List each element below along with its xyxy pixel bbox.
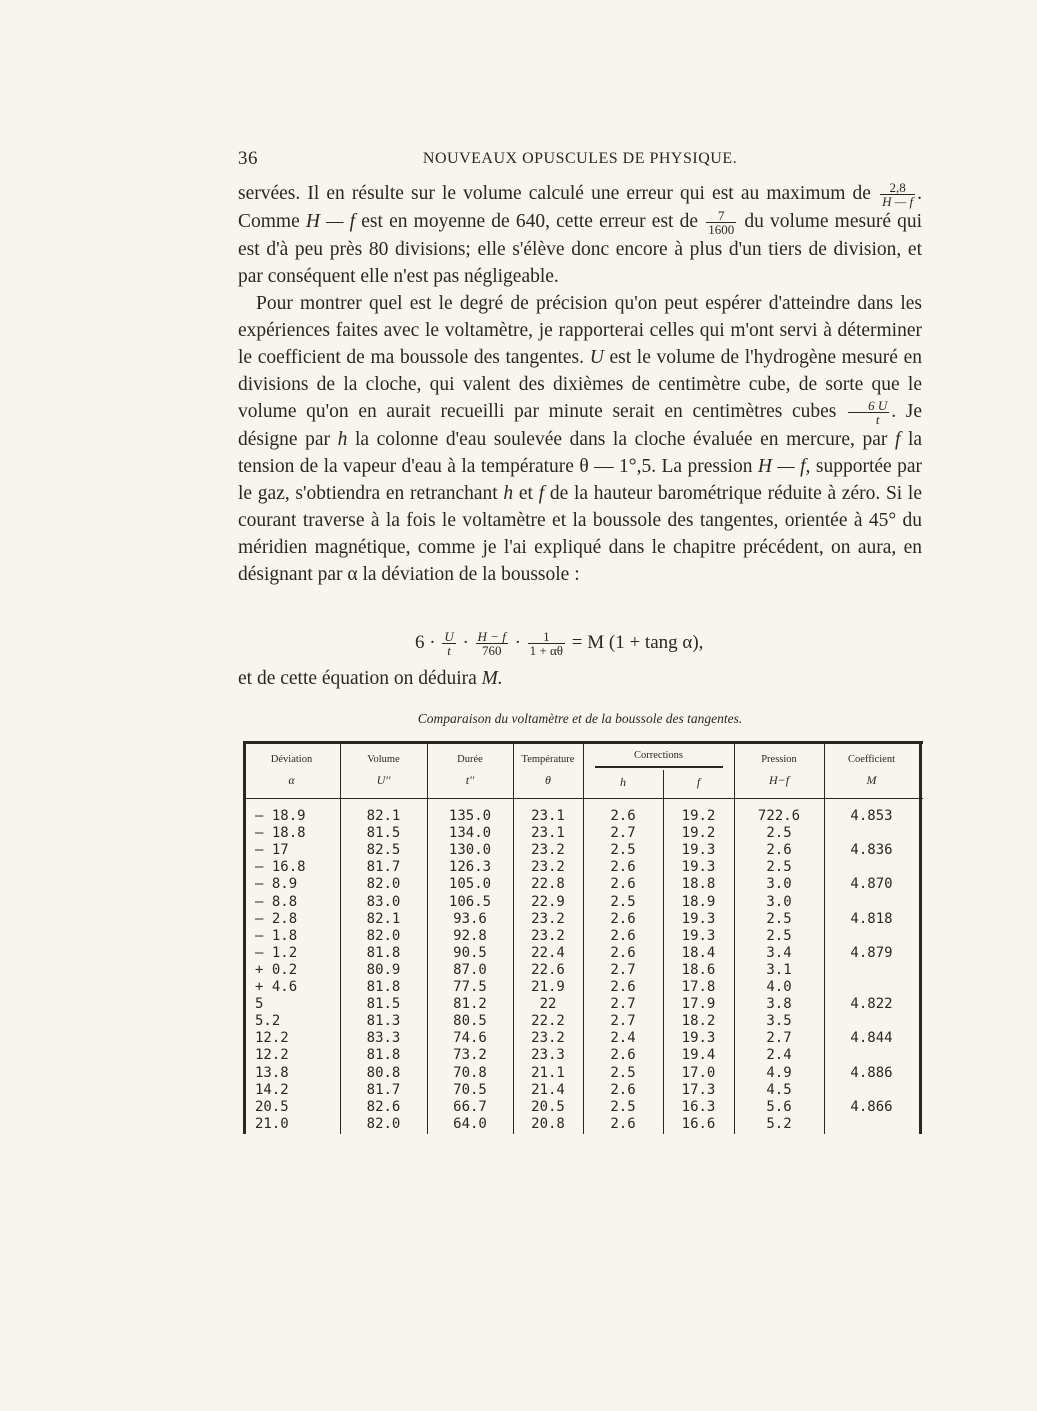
table-cell: 66.7 [453, 1098, 487, 1115]
table-cell: 19.3 [681, 842, 716, 859]
table-cell: 130.0 [448, 842, 492, 859]
table-cell: 4.879 [850, 944, 893, 961]
table-cell: 2.6 [610, 1047, 636, 1064]
table-cell: 82.0 [366, 876, 401, 893]
text-span: est le volume de l'hydrogène mesuré en divisions de la cloche, qui valent des dixièmes de centimètre cube, de sorte que le volume qu'on en aurait recueilli par minute serait en centimètres cubes [238, 347, 923, 423]
table-cell: 106.5 [448, 893, 492, 910]
table-cell: — 18.8 [255, 825, 306, 842]
table-caption: Comparaison du voltamètre et de la boussole des tangentes. [417, 711, 743, 726]
fraction [442, 630, 455, 657]
column-header: Durée [457, 754, 483, 765]
table-cell: 2.7 [610, 996, 636, 1013]
table-cell: 21.1 [531, 1064, 565, 1081]
table-cell: 4.870 [850, 876, 893, 893]
frac-den: 1600 [708, 222, 735, 238]
table-cell: 81.5 [366, 996, 401, 1013]
table-cell: 19.3 [681, 910, 716, 927]
table-cell: 18.9 [681, 893, 716, 910]
table-cell: 18.6 [681, 961, 716, 978]
table-cell: 92.8 [453, 927, 487, 944]
table-cell: 73.2 [453, 1047, 487, 1064]
table-cell: 3.5 [766, 1013, 792, 1030]
frac-den: t [875, 412, 880, 428]
table-cell: 3.4 [766, 944, 792, 961]
table-cell: 5.6 [766, 1098, 792, 1115]
table-cell: 64.0 [453, 1115, 487, 1132]
table-cell: 81.8 [366, 1047, 401, 1064]
table-cell: 3.0 [766, 893, 792, 910]
math-symbol: h [503, 483, 514, 505]
table-cell: 80.9 [366, 961, 401, 978]
text-span: supportée par le gaz, s'obtiendra en retranchant [238, 456, 922, 505]
table-cell: 90.5 [453, 944, 487, 961]
math-symbol: U [589, 347, 604, 369]
table-row [243, 979, 923, 996]
table-cell: 81.8 [366, 944, 401, 961]
column-symbol: f [696, 775, 701, 789]
table-cell: 23.1 [531, 825, 565, 842]
table-cell: 2.6 [610, 808, 636, 824]
table-cell: 3.0 [766, 876, 792, 893]
table-cell: 2.5 [610, 1064, 636, 1081]
eq-term: · [514, 632, 521, 653]
table-cell: 2.7 [610, 961, 636, 978]
table-cell: 2.4 [610, 1030, 636, 1047]
frac-num: U [444, 629, 454, 645]
table-row [243, 825, 923, 842]
table-cell: — 16.8 [255, 859, 306, 876]
frac-num: 6 U [848, 399, 889, 413]
table-cell: — 8.8 [255, 893, 298, 910]
table-cell: 70.5 [453, 1081, 487, 1098]
table-cell: 19.2 [681, 825, 716, 842]
table-cell: 81.7 [366, 1081, 401, 1098]
frac-num: 1 [528, 630, 565, 644]
fraction [706, 209, 736, 236]
table-row [243, 1082, 923, 1099]
column-symbol: θ [545, 773, 551, 787]
text-span: est en moyenne de 640, cette erreur est de [361, 211, 699, 233]
table-cell: 14.2 [255, 1081, 289, 1098]
table-cell: 13.8 [255, 1064, 289, 1081]
table-cell: 70.8 [453, 1064, 487, 1081]
table-cell: 74.6 [453, 1030, 487, 1047]
table-cell: 2.6 [610, 859, 636, 876]
table-cell: 135.0 [448, 808, 492, 824]
eq-term: · [462, 632, 469, 653]
table-cell: 22.4 [531, 944, 565, 961]
table-row [243, 945, 923, 962]
table-cell: 105.0 [448, 876, 492, 893]
table-cell: 23.2 [531, 1030, 565, 1047]
text-span: et de cette équation on déduira [238, 668, 477, 689]
table-row [243, 1116, 923, 1133]
table-cell: 80.8 [366, 1064, 401, 1081]
table-row [243, 1030, 923, 1047]
table-cell: 82.0 [366, 927, 401, 944]
table-cell: 4.9 [766, 1064, 792, 1081]
table-row [243, 1099, 923, 1116]
table-row [243, 808, 923, 825]
table-cell: 93.6 [453, 910, 487, 927]
fraction [880, 181, 915, 208]
frac-den: t [447, 643, 451, 659]
table-row [243, 894, 923, 911]
table-cell: 23.2 [531, 842, 565, 859]
table-cell: 22.2 [531, 1013, 565, 1030]
page-number: 36 [238, 148, 258, 169]
frac-den: 760 [481, 643, 502, 659]
column-symbol: h [620, 775, 626, 789]
body-text [238, 180, 922, 588]
table-cell: — 2.8 [255, 910, 298, 927]
column-symbol: U'' [376, 773, 391, 787]
table-cell: 80.5 [453, 1013, 487, 1030]
table-cell: 2.5 [766, 825, 792, 842]
table-cell: 22 [539, 996, 557, 1013]
table-cell: 18.4 [681, 944, 716, 961]
eq-term: 6 · [415, 632, 436, 653]
table-cell: 2.6 [610, 944, 636, 961]
table-cell: 81.8 [366, 979, 401, 995]
table-cell: 2.6 [610, 1115, 636, 1132]
table-cell: 126.3 [448, 859, 492, 876]
table-cell: 4.853 [850, 808, 893, 824]
table-cell: 2.5 [766, 859, 792, 876]
table-row [243, 911, 923, 928]
table-cell: 23.2 [531, 927, 565, 944]
table-cell: 4.836 [850, 842, 893, 859]
table-cell: 16.3 [681, 1098, 716, 1115]
table-cell: 19.2 [681, 808, 716, 824]
table-cell: 2.7 [610, 825, 636, 842]
text-span: du volume mesuré qui est d'à peu près 80 divisions; elle s'élève donc encore à plus d'un tiers de division, et par conséquent elle n'est pas négligeable. [238, 211, 923, 288]
table-cell: 82.0 [366, 1115, 401, 1132]
header-rule [243, 798, 923, 799]
table-cell: 4.866 [850, 1098, 893, 1115]
table-cell: 2.5 [610, 1098, 636, 1115]
table-cell: 82.5 [366, 842, 401, 859]
text-span: de la hauteur barométrique réduite à zéro. Si le courant traverse à la fois le voltamètre et la boussole des tangentes, orientée à 45° du méridien magnétique, comme je l'ai expliqué dans le chapitre précédent, on aura, en désignant par α la déviation de la boussole : [238, 483, 923, 586]
table-row [243, 1065, 923, 1082]
table-cell: 2.7 [610, 1013, 636, 1030]
math-symbol: f [894, 429, 901, 451]
after-formula-text [238, 668, 503, 690]
table-cell: 5.2 [255, 1013, 281, 1030]
table-cell: 3.8 [766, 996, 792, 1013]
table-cell: — 17 [255, 842, 289, 859]
table-cell: 2.6 [610, 876, 636, 893]
text-span: . Je désigne par [238, 401, 923, 451]
table-cell: — 8.9 [255, 876, 298, 893]
table-cell: 82.1 [366, 910, 401, 927]
table-cell: 87.0 [453, 961, 487, 978]
column-symbol: H−f [768, 773, 790, 787]
table-cell: 2.6 [610, 979, 636, 995]
fraction [848, 399, 889, 426]
table-row [243, 928, 923, 945]
table-row [243, 859, 923, 876]
column-header: Température [521, 754, 575, 765]
table-cell: 81.5 [366, 825, 401, 842]
table-cell: 2.6 [610, 927, 636, 944]
table-cell: 19.4 [681, 1047, 716, 1064]
eq-term: = M (1 + tang α), [571, 632, 704, 653]
table-row [243, 876, 923, 893]
table-cell: 23.2 [531, 910, 565, 927]
table-cell: 20.5 [531, 1098, 565, 1115]
column-header: Pression [761, 754, 797, 765]
table-cell: + 4.6 [255, 979, 298, 995]
table-cell: 2.7 [766, 1030, 792, 1047]
table-cell: 81.3 [366, 1013, 401, 1030]
column-symbol: M [866, 773, 877, 787]
table-cell: — 18.9 [255, 808, 306, 824]
table-cell: 22.8 [531, 876, 565, 893]
table-cell: 82.6 [366, 1098, 401, 1115]
table-cell: 12.2 [255, 1030, 289, 1047]
table-cell: 2.4 [766, 1047, 792, 1064]
table-row [243, 1047, 923, 1064]
table-cell: 20.5 [255, 1098, 289, 1115]
table-cell: 4.822 [850, 996, 893, 1013]
table-cell: 4.0 [766, 979, 792, 995]
equation [415, 625, 835, 661]
table-cell: 4.5 [766, 1081, 792, 1098]
table-cell: 23.3 [531, 1047, 565, 1064]
table-cell: 18.8 [681, 876, 716, 893]
text-span: et [518, 483, 533, 505]
table-cell: 83.3 [366, 1030, 401, 1047]
column-header: Corrections [634, 750, 683, 761]
table-cell: 22.6 [531, 961, 565, 978]
table-cell: 17.8 [681, 979, 716, 995]
frac-num: H − f [477, 629, 506, 645]
table-cell: 81.7 [366, 859, 401, 876]
column-header: Déviation [270, 754, 313, 765]
table-cell: 12.2 [255, 1047, 289, 1064]
math-symbol: H — f [305, 211, 356, 233]
table-cell: 19.3 [681, 927, 716, 944]
table-cell: 23.2 [531, 859, 565, 876]
table-cell: 2.5 [766, 910, 792, 927]
table-cell: 77.5 [453, 979, 487, 995]
table-cell: 21.4 [531, 1081, 565, 1098]
fraction [528, 630, 565, 657]
table-cell: 2.6 [766, 842, 792, 859]
table-cell: 2.6 [610, 910, 636, 927]
fraction [476, 630, 508, 657]
table-row [243, 962, 923, 979]
frac-num: 2,8 [880, 181, 915, 195]
math-symbol: f [538, 483, 545, 505]
table-cell: 22.9 [531, 893, 565, 910]
table-cell: 4.844 [850, 1030, 893, 1047]
table-cell: — 1.8 [255, 927, 298, 944]
table-cell: 2.6 [610, 1081, 636, 1098]
table-cell: — 1.2 [255, 944, 298, 961]
page-header [238, 148, 922, 170]
table-cell: 3.1 [766, 961, 792, 978]
paragraph-2 [238, 290, 922, 588]
table-cell: 21.9 [531, 979, 565, 995]
table-cell: 2.5 [610, 893, 636, 910]
table-cell: 2.5 [766, 927, 792, 944]
table-row [243, 1013, 923, 1030]
column-symbol: α [288, 773, 295, 787]
table-row [243, 842, 923, 859]
math-symbol: h [337, 429, 348, 451]
frac-num: 7 [706, 209, 736, 223]
table-cell: 722.6 [757, 808, 801, 824]
table-cell: 17.9 [681, 996, 716, 1013]
column-header: Coefficient [847, 754, 896, 765]
data-table [243, 741, 923, 1134]
table-cell: 21.0 [255, 1115, 289, 1132]
text-span: Comme [238, 211, 300, 233]
running-title: NOUVEAUX OPUSCULES DE PHYSIQUE. [422, 150, 738, 167]
table-cell: 17.0 [681, 1064, 716, 1081]
frac-den: 1 + αθ [529, 643, 564, 659]
math-symbol: M. [481, 668, 503, 689]
table-cell: 23.1 [531, 808, 565, 824]
table-cell: 5.2 [766, 1115, 792, 1132]
table-cell: 17.3 [681, 1081, 716, 1098]
table-row [243, 996, 923, 1013]
table-cell: 2.5 [610, 842, 636, 859]
table-cell: 4.818 [850, 910, 893, 927]
math-symbol: H — f, [757, 456, 811, 478]
text-span: la colonne d'eau soulevée dans la cloche évaluée en mercure, par [354, 429, 888, 451]
table-cell: 16.6 [681, 1115, 716, 1132]
text-span: la tension de la vapeur d'eau à la température θ — 1°,5. La pression [238, 429, 923, 478]
table-cell: 134.0 [448, 825, 492, 842]
text-span: servées. Il en résulte sur le volume calculé une erreur qui est au maximum de [238, 183, 871, 204]
paragraph-1: servées. Il en résulte sur le volume calculé une erreur qui est au maximum de $\frac{2,8}{H — f}$ . Comme H — f est en moyenne de 640, cette erreur est de $\frac{7}{1600}$ du volume mesuré qui est d'à peu près 80 divisions; elle s'élève donc encore à plus d'un tiers de division, et par conséquent elle n'est pas négligeable. [238, 180, 923, 288]
table-cell: 82.1 [366, 808, 401, 824]
corrections-brace [595, 766, 723, 768]
text-span: Pour montrer quel est le degré de précision qu'on peut espérer d'atteindre dans les expériences faites avec le voltamètre, je rapporterai celles qui m'ont servi à déterminer le coefficient de ma boussole des tangentes. [238, 293, 922, 369]
table-cell: 4.886 [850, 1064, 893, 1081]
table-cell: 83.0 [366, 893, 401, 910]
column-symbol: t'' [465, 773, 475, 787]
table-cell: 81.2 [453, 996, 487, 1013]
table-cell: + 0.2 [255, 961, 298, 978]
frac-den: H — f [882, 194, 914, 210]
table-cell: 18.2 [681, 1013, 716, 1030]
table-cell: 19.3 [681, 1030, 716, 1047]
column-header: Volume [367, 754, 400, 765]
table-cell: 20.8 [531, 1115, 565, 1132]
table-cell: 19.3 [681, 859, 716, 876]
table-cell: 5 [255, 996, 264, 1013]
